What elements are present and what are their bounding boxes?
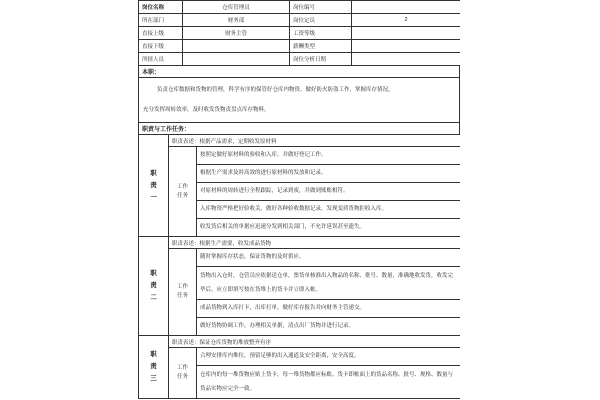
- header-label: 直接下级: [139, 40, 183, 53]
- duty-statement: 职责表述：根据产品需求，定期收发原材料: [169, 135, 461, 147]
- header-row: [139, 1, 461, 14]
- header-label: 直接上级: [139, 27, 183, 40]
- task-item: 按照定做好原材料的验收和入库，并做好登记工作。: [197, 147, 461, 165]
- summary-text: [139, 78, 460, 123]
- duty-number: 职 责 三: [139, 336, 169, 399]
- header-value: 仓库管理员: [183, 1, 290, 14]
- duty-number: 职 责 二: [139, 237, 169, 336]
- header-value: 财务部: [183, 14, 290, 27]
- header-label: 岗位编号: [290, 1, 352, 14]
- task-item: 合理安排库内堆位，预留足够的出入通道及安全距离，安全高度。: [197, 348, 461, 366]
- header-value: [183, 53, 290, 66]
- header-label: 工资等级: [290, 27, 352, 40]
- task-item: 货物出入仓时，仓管员应依据送仓单，票货单核准出入物品的名称、批号、数量，准确地收发货，收发完毕后，应立即填写按在货堆上的货卡并立即入帐。: [197, 267, 461, 300]
- header-table: [138, 0, 460, 66]
- header-label: 岗位名称: [139, 1, 183, 14]
- task-item: 随时掌握库存状态，保证货物的及时供应。: [197, 249, 461, 267]
- header-row: [139, 27, 461, 40]
- duty-statement: 职责表述：保证仓库货物的堆放整齐有序: [169, 336, 461, 348]
- work-task-label: 工作 任务: [169, 249, 197, 336]
- task-item: 收发货后相关的单据应迅速分发到相关部门，不允许延误甚至遗失。: [197, 219, 461, 237]
- summary-title: 本职：: [139, 66, 460, 78]
- header-value: [352, 27, 461, 40]
- header-row: [139, 40, 461, 53]
- summary-table: [138, 65, 460, 135]
- duties-table: [138, 134, 460, 399]
- task-item: 做好货物协调工作，办理相关单据，清点出厂货物并进行记录。: [197, 318, 461, 336]
- header-value: 财务主管: [183, 27, 290, 40]
- work-task-label: 工作 任务: [169, 348, 197, 399]
- task-item: 仓库内的每一堆货物应贴上货卡，每一堆货物都应标账。货卡即帐面上的货品名称、批号、规格、数量与货品实物应完全一致。: [197, 366, 461, 399]
- header-value: 2: [352, 14, 461, 27]
- summary-line: 负责仓库数据和货物的管理，科学有序的保管好仓库内物资，做好防火防盗工作，掌握库存情况，: [157, 87, 394, 93]
- task-item: 成品货物到入库打卡，出库打单，做好库存报告并向财务主管递交。: [197, 300, 461, 318]
- duties-title: 职责与工作任务：: [139, 123, 460, 135]
- task-item: 根据生产需求及时高效的进行原材料的发放和记录。: [197, 165, 461, 183]
- header-label: 薪酬类型: [290, 40, 352, 53]
- header-label: 所在部门: [139, 14, 183, 27]
- duty-number: 职 责 一: [139, 135, 169, 237]
- header-value: [352, 53, 461, 66]
- task-item: 入库物资严格把好验收关，做好各种验收数据记录，发现变质货物拒收入库。: [197, 201, 461, 219]
- work-task-label: 工作 任务: [169, 147, 197, 237]
- duty-statement: 职责表述：根据生产需要，收发成品货物: [169, 237, 461, 249]
- job-description-document: [138, 0, 460, 400]
- header-value: [352, 40, 461, 53]
- header-value: [352, 1, 461, 14]
- task-item: 对原材料的周转进行全程跟踪，记录到废，并做到账账相符。: [197, 183, 461, 201]
- header-row: [139, 53, 461, 66]
- header-value: [183, 40, 290, 53]
- header-label: 岗位分析日期: [290, 53, 352, 66]
- header-row: [139, 14, 461, 27]
- header-label: 所辖人员: [139, 53, 183, 66]
- header-label: 岗位定员: [290, 14, 352, 27]
- summary-line: 充分发挥周转效率，及时收发货物责盘点库存物料。: [143, 107, 270, 113]
